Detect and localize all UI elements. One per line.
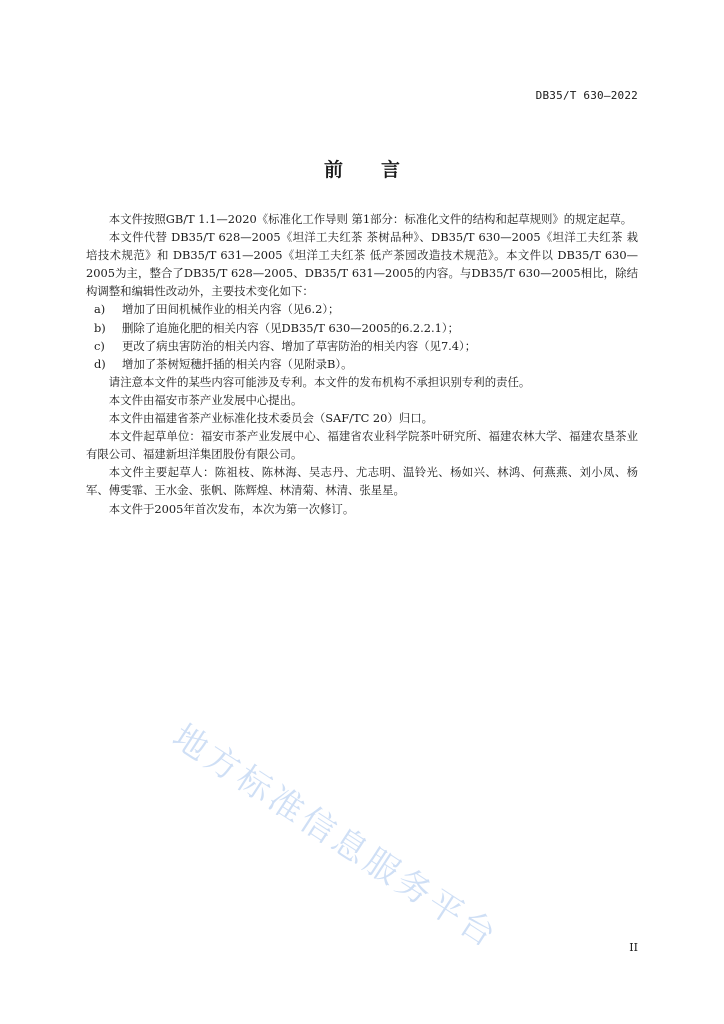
document-code: DB35/T 630—2022 [535,89,638,102]
change-text: 更改了病虫害防治的相关内容、增加了草害防治的相关内容（见7.4）； [122,338,477,353]
change-item [86,337,638,355]
paragraph-revision-history: 本文件于2005年首次发布，本次为第一次修订。 [108,501,355,516]
change-item [86,319,638,337]
change-marker: a) [94,302,106,317]
change-marker: d) [94,356,106,371]
change-text: 删除了追施化肥的相关内容（见DB35/T 630—2005的6.2.2.1）； [122,320,459,335]
paragraph-proposer: 本文件由福安市茶产业发展中心提出。 [108,392,303,407]
platform-watermark: 地方标准信息服务平台 [165,716,506,958]
change-marker: b) [94,320,106,335]
paragraph-replacement: 本文件代替 DB35/T 628—2005《坦洋工夫红茶 茶树品种》、DB35/T 630—2005《坦洋工夫红茶 栽培技术规范》和 DB35/T 631—2005《坦洋工夫红茶 低产茶园改造技术规范》。本文件以 DB35/T 630—2005为主，整合了DB35/T 628—2005、DB35/T 631—2005的内容。与DB35/T 630—2005相比，除结构调整和编辑性改动外，主要技术变化如下： [86,230,638,299]
foreword-body [86,210,638,518]
change-item [86,355,638,373]
change-text: 增加了田间机械作业的相关内容（见6.2）； [122,302,340,317]
change-marker: c) [94,338,105,353]
page-number: II [629,941,638,954]
page-title: 前言 [323,159,438,181]
paragraph-drafting-units: 本文件起草单位：福安市茶产业发展中心、福建省农业科学院茶叶研究所、福建农林大学、福建农垦茶业有限公司、福建新坦洋集团股份有限公司。 [86,429,638,462]
change-text: 增加了茶树短穗扦插的相关内容（见附录B）。 [122,356,353,371]
paragraph-patent-notice: 请注意本文件的某些内容可能涉及专利。本文件的发布机构不承担识别专利的责任。 [108,374,531,389]
paragraph-drafting-rules: 本文件按照GB/T 1.1—2020《标准化工作导则 第1部分：标准化文件的结构和起草规则》的规定起草。 [108,212,633,226]
paragraph-drafters: 本文件主要起草人：陈祖枝、陈林海、吴志丹、尤志明、温铃光、杨如兴、林鸿、何燕燕、刘小凤、杨军、傅雯霏、王水金、张帆、陈辉煌、林清菊、林清、张星星。 [86,465,638,498]
paragraph-technical-committee: 本文件由福建省茶产业标准化技术委员会（SAF/TC 20）归口。 [108,411,433,426]
change-item [86,300,638,318]
